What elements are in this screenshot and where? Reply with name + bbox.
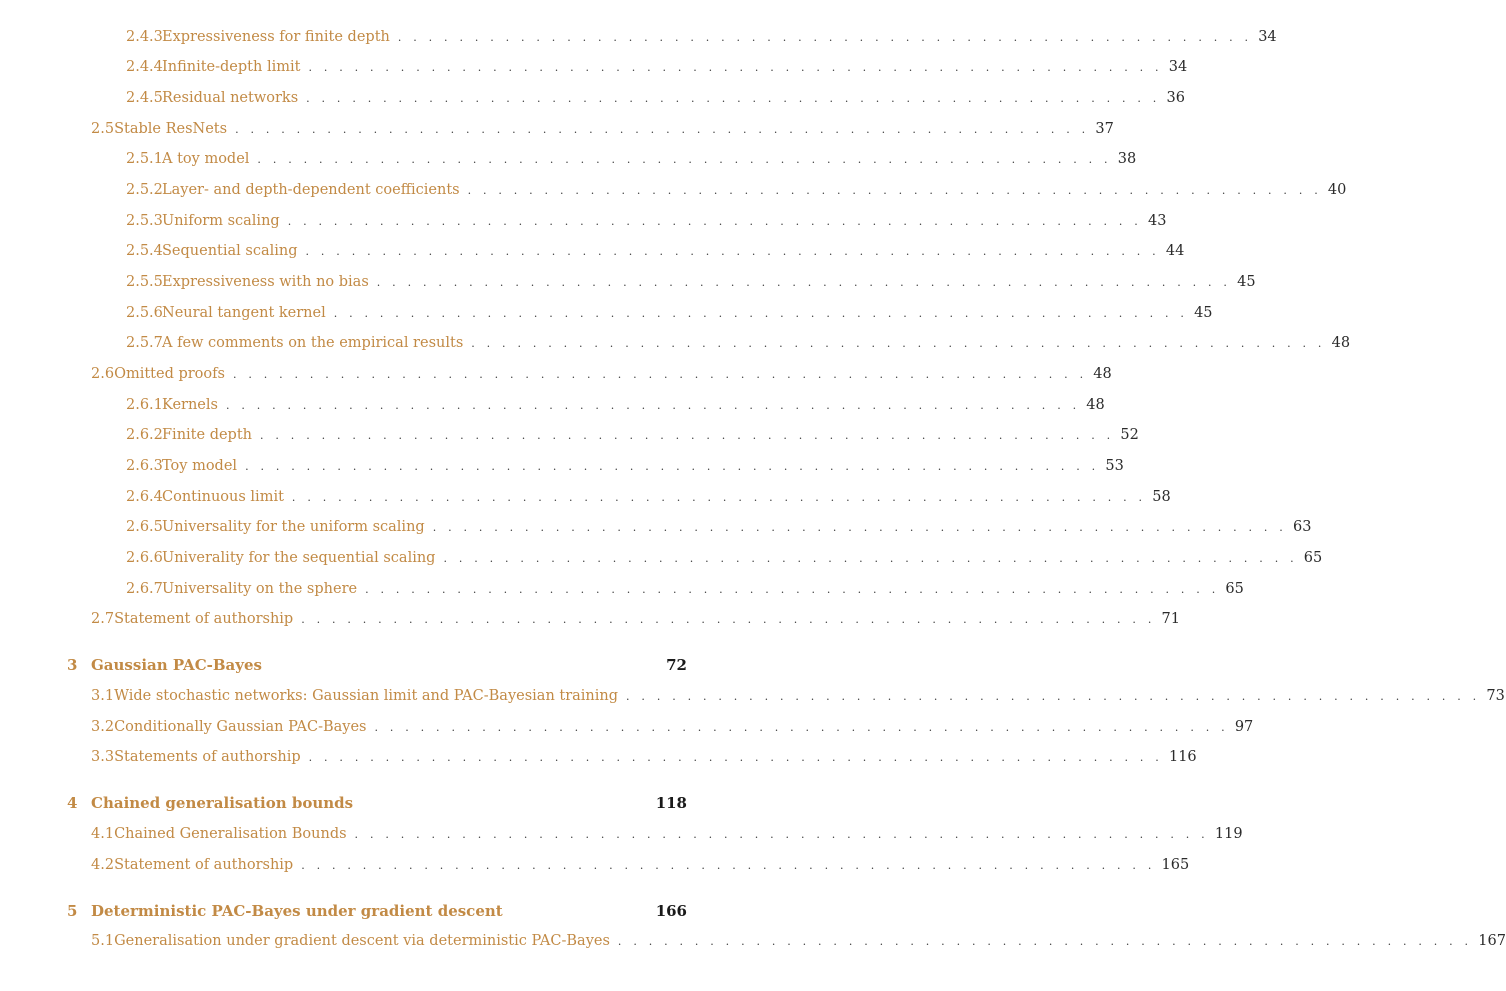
toc-entry-number: 2.6.3	[126, 458, 163, 474]
toc-entry-2-4-3[interactable]	[126, 29, 1277, 45]
toc-chapter-number: 4	[67, 794, 78, 812]
dot-leader: . . . . . . . . . . . . . . . . . . . . . . . . . . . . . . . . . . . . . . . . . . . . . . . . . . . . . . . .	[291, 491, 1147, 504]
toc-chapter-title: Deterministic PAC-Bayes under gradient descent	[91, 902, 503, 920]
toc-entry-4-2[interactable]	[91, 857, 1190, 873]
toc-entry-page: 48	[1331, 335, 1351, 351]
toc-entry-number: 2.5.2	[126, 182, 163, 198]
toc-entry-2-5-5[interactable]	[126, 274, 1256, 290]
toc-entry-2-4-4[interactable]	[126, 59, 1188, 75]
toc-chapter-number: 3	[67, 656, 78, 674]
toc-entry-2-4-5[interactable]	[126, 90, 1185, 106]
dot-leader: . . . . . . . . . . . . . . . . . . . . . . . . . . . . . . . . . . . . . . . . . . . . . . . . . . . . . . . .	[301, 859, 1156, 872]
toc-entry-2-6-3[interactable]	[126, 458, 1124, 474]
toc-entry-2-5-1[interactable]	[126, 151, 1137, 167]
toc-entry-5-1[interactable]	[91, 933, 1506, 949]
toc-entry-number: 2.6.6	[126, 550, 163, 566]
toc-entry-number: 3.3	[91, 749, 115, 765]
dot-leader: . . . . . . . . . . . . . . . . . . . . . . . . . . . . . . . . . . . . . . . . . . . . . . . . . . . . . . . .	[374, 721, 1229, 734]
toc-entry-page: 73	[1486, 688, 1505, 704]
toc-entry-number: 5.1	[91, 933, 115, 949]
toc-entry-2-6-4[interactable]	[126, 489, 1171, 505]
toc-chapter-page: 72	[666, 656, 687, 674]
toc-entry-page: 119	[1214, 826, 1243, 842]
dot-leader: . . . . . . . . . . . . . . . . . . . . . . . . . . . . . . . . . . . . . . . . . . . . . . . . . . . . . . . .	[443, 552, 1298, 565]
toc-entry-number: 2.4.3	[126, 29, 163, 45]
toc-entry-page: 34	[1168, 59, 1188, 75]
toc-entry-page: 116	[1168, 749, 1197, 765]
toc-chapter-number: 5	[67, 902, 78, 920]
toc-entry-title: A few comments on the empirical results	[162, 335, 464, 351]
toc-entry-2-5[interactable]	[91, 121, 1114, 137]
toc-entry-number: 2.5	[91, 121, 115, 137]
toc-chapter-page: 166	[655, 902, 687, 920]
toc-entry-title: Sequential scaling	[162, 243, 298, 259]
dot-leader: . . . . . . . . . . . . . . . . . . . . . . . . . . . . . . . . . . . . . . . . . . . . . . . . . . . . . . . .	[260, 429, 1115, 442]
toc-entry-2-6-7[interactable]	[126, 581, 1244, 597]
toc-entry-page: 71	[1161, 611, 1180, 627]
toc-chapter-4[interactable]	[67, 794, 687, 812]
toc-entry-title: Generalisation under gradient descent via deterministic PAC-Bayes	[114, 933, 610, 949]
dot-leader: . . . . . . . . . . . . . . . . . . . . . . . . . . . . . . . . . . . . . . . . . . . . . . . . . . . . . . . .	[301, 613, 1156, 626]
dot-leader: . . . . . . . . . . . . . . . . . . . . . . . . . . . . . . . . . . . . . . . . . . . . . . . . . . . . . . . .	[287, 215, 1143, 228]
toc-entry-title: Infinite-depth limit	[162, 59, 301, 75]
toc-entry-title: Wide stochastic networks: Gaussian limit and PAC-Bayesian training	[114, 688, 619, 704]
toc-entry-3-1[interactable]	[91, 688, 1505, 704]
toc-entry-2-5-2[interactable]	[126, 182, 1347, 198]
dot-leader: . . . . . . . . . . . . . . . . . . . . . . . . . . . . . . . . . . . . . . . . . . . . . . . . . . . . . . . .	[354, 828, 1209, 841]
toc-entry-number: 2.6.4	[126, 489, 163, 505]
dot-leader: . . . . . . . . . . . . . . . . . . . . . . . . . . . . . . . . . . . . . . . . . . . . . . . . . . . . . . . .	[376, 276, 1232, 289]
toc-entry-title: Omitted proofs	[114, 366, 225, 382]
toc-entry-title: Stable ResNets	[114, 121, 228, 137]
toc-chapter-title: Gaussian PAC-Bayes	[91, 656, 262, 674]
toc-entry-number: 2.4.5	[126, 90, 163, 106]
toc-entry-2-6-2[interactable]	[126, 427, 1139, 443]
dot-leader: . . . . . . . . . . . . . . . . . . . . . . . . . . . . . . . . . . . . . . . . . . . . . . . . . . . . . . . .	[225, 399, 1081, 412]
toc-entry-title: Continuous limit	[162, 489, 284, 505]
toc-entry-page: 53	[1105, 458, 1124, 474]
toc-entry-title: Universality for the uniform scaling	[162, 519, 425, 535]
toc-entry-title: Statement of authorship	[114, 611, 294, 627]
toc-entry-page: 34	[1258, 29, 1277, 45]
dot-leader: . . . . . . . . . . . . . . . . . . . . . . . . . . . . . . . . . . . . . . . . . . . . . . . . . . . . . . . .	[397, 31, 1253, 44]
toc-entry-title: Chained Generalisation Bounds	[114, 826, 347, 842]
toc-entry-page: 65	[1225, 581, 1244, 597]
dot-leader: . . . . . . . . . . . . . . . . . . . . . . . . . . . . . . . . . . . . . . . . . . . . . . . . . . . . . . . .	[305, 245, 1160, 258]
toc-entry-title: Univerality for the sequential scaling	[162, 550, 436, 566]
toc-entry-page: 65	[1303, 550, 1323, 566]
dot-leader: . . . . . . . . . . . . . . . . . . . . . . . . . . . . . . . . . . . . . . . . . . . . . . . . . . . . . . . .	[617, 935, 1473, 948]
dot-leader: . . . . . . . . . . . . . . . . . . . . . . . . . . . . . . . . . . . . . . . . . . . . . . . . . . . . . . . .	[467, 184, 1322, 197]
dot-leader: . . . . . . . . . . . . . . . . . . . . . . . . . . . . . . . . . . . . . . . . . . . . . . . . . . . . . . . .	[257, 153, 1112, 166]
toc-entry-number: 2.5.5	[126, 274, 163, 290]
toc-entry-number: 4.1	[91, 826, 115, 842]
toc-entry-page: 48	[1086, 397, 1105, 413]
toc-entry-number: 2.5.4	[126, 243, 163, 259]
toc-entry-page: 63	[1293, 519, 1312, 535]
toc-entry-number: 2.5.6	[126, 305, 163, 321]
dot-leader: . . . . . . . . . . . . . . . . . . . . . . . . . . . . . . . . . . . . . . . . . . . . . . . . . . . . . . . .	[308, 751, 1163, 764]
toc-entry-2-6-5[interactable]	[126, 519, 1312, 535]
dot-leader: . . . . . . . . . . . . . . . . . . . . . . . . . . . . . . . . . . . . . . . . . . . . . . . . . . . . . . . .	[306, 92, 1161, 105]
toc-entry-page: 43	[1148, 213, 1167, 229]
toc-entry-number: 2.4.4	[126, 59, 163, 75]
toc-entry-number: 2.5.7	[126, 335, 163, 351]
toc-entry-number: 3.1	[91, 688, 115, 704]
toc-chapter-title: Chained generalisation bounds	[91, 794, 354, 812]
toc-entry-2-5-6[interactable]	[126, 305, 1213, 321]
toc-entry-title: Expressiveness with no bias	[162, 274, 369, 290]
toc-entry-title: Finite depth	[162, 427, 253, 443]
toc-entry-number: 2.5.1	[126, 151, 163, 167]
toc-entry-3-3[interactable]	[91, 749, 1197, 765]
toc-entry-2-6-6[interactable]	[126, 550, 1323, 566]
toc-entry-title: Conditionally Gaussian PAC-Bayes	[114, 719, 367, 735]
toc-entry-title: Uniform scaling	[162, 213, 280, 229]
toc-entry-title: Expressiveness for finite depth	[162, 29, 390, 45]
dot-leader: . . . . . . . . . . . . . . . . . . . . . . . . . . . . . . . . . . . . . . . . . . . . . . . . . . . . . . . .	[232, 368, 1088, 381]
toc-entry-page: 165	[1161, 857, 1190, 873]
dot-leader: . . . . . . . . . . . . . . . . . . . . . . . . . . . . . . . . . . . . . . . . . . . . . . . . . . . . . . . .	[471, 337, 1326, 350]
toc-entry-number: 2.6.2	[126, 427, 163, 443]
toc-entry-number: 2.6.7	[126, 581, 163, 597]
toc-entry-title: Toy model	[162, 458, 238, 474]
toc-entry-2-5-3[interactable]	[126, 213, 1167, 229]
toc-entry-page: 52	[1120, 427, 1139, 443]
toc-entry-number: 2.7	[91, 611, 115, 627]
toc-entry-number: 3.2	[91, 719, 115, 735]
toc-entry-title: A toy model	[162, 151, 250, 167]
toc-entry-number: 2.6.1	[126, 397, 163, 413]
toc-entry-page: 44	[1165, 243, 1185, 259]
dot-leader: . . . . . . . . . . . . . . . . . . . . . . . . . . . . . . . . . . . . . . . . . . . . . . . . . . . . . . . .	[365, 583, 1220, 596]
toc-entry-title: Residual networks	[162, 90, 299, 106]
dot-leader: . . . . . . . . . . . . . . . . . . . . . . . . . . . . . . . . . . . . . . . . . . . . . . . . . . . . . . . .	[308, 61, 1163, 74]
toc-entry-4-1[interactable]	[91, 826, 1243, 842]
toc-entry-title: Universality on the sphere	[162, 581, 358, 597]
toc-entry-title: Statements of authorship	[114, 749, 301, 765]
toc-entry-2-5-7[interactable]	[126, 335, 1351, 351]
toc-entry-title: Layer- and depth-dependent coefficients	[162, 182, 460, 198]
toc-entry-page: 45	[1237, 274, 1256, 290]
toc-entry-page: 97	[1234, 719, 1254, 735]
toc-entry-page: 36	[1166, 90, 1185, 106]
toc-entry-page: 38	[1117, 151, 1137, 167]
toc-chapter-page: 118	[655, 794, 687, 812]
toc-entry-page: 37	[1095, 121, 1114, 137]
toc-entry-page: 40	[1327, 182, 1347, 198]
toc-entry-page: 167	[1478, 933, 1506, 949]
toc-entry-title: Neural tangent kernel	[162, 305, 326, 321]
toc-entry-number: 2.5.3	[126, 213, 163, 229]
dot-leader: . . . . . . . . . . . . . . . . . . . . . . . . . . . . . . . . . . . . . . . . . . . . . . . . . . . . . . . .	[235, 123, 1090, 136]
dot-leader: . . . . . . . . . . . . . . . . . . . . . . . . . . . . . . . . . . . . . . . . . . . . . . . . . . . . . . . .	[333, 307, 1189, 320]
toc-entry-number: 4.2	[91, 857, 115, 873]
toc-entry-2-7[interactable]	[91, 611, 1180, 627]
toc-entry-2-6[interactable]	[91, 366, 1112, 382]
toc-entry-number: 2.6.5	[126, 519, 163, 535]
toc-entry-title: Statement of authorship	[114, 857, 294, 873]
toc-entry-2-5-4[interactable]	[126, 243, 1185, 259]
toc-entry-number: 2.6	[91, 366, 115, 382]
toc-entry-3-2[interactable]	[91, 719, 1254, 735]
toc-entry-page: 45	[1194, 305, 1213, 321]
dot-leader: . . . . . . . . . . . . . . . . . . . . . . . . . . . . . . . . . . . . . . . . . . . . . . . . . . . . . . . .	[626, 690, 1481, 703]
toc-chapter-5[interactable]	[67, 902, 687, 920]
toc-entry-2-6-1[interactable]	[126, 397, 1105, 413]
dot-leader: . . . . . . . . . . . . . . . . . . . . . . . . . . . . . . . . . . . . . . . . . . . . . . . . . . . . . . . .	[245, 460, 1100, 473]
toc-entry-page: 48	[1093, 366, 1112, 382]
toc-entry-page: 58	[1152, 489, 1171, 505]
toc-entry-title: Kernels	[162, 397, 218, 413]
toc-chapter-3[interactable]	[67, 656, 687, 674]
dot-leader: . . . . . . . . . . . . . . . . . . . . . . . . . . . . . . . . . . . . . . . . . . . . . . . . . . . . . . . .	[432, 521, 1288, 534]
